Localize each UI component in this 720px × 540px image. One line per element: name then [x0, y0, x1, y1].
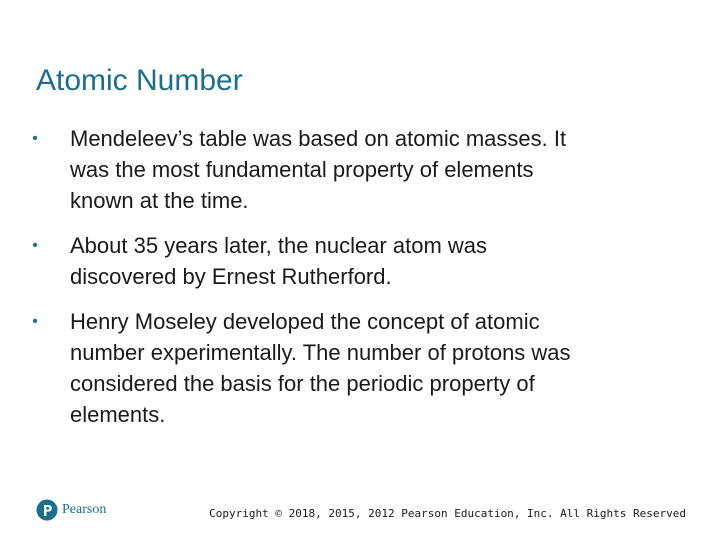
bullet-line: Mendeleev’s table was based on atomic masses. It — [70, 126, 567, 151]
bullet-marker: • — [32, 130, 38, 147]
bullet-line: About 35 years later, the nuclear atom was — [70, 233, 488, 258]
bullet-line: number experimentally. The number of protons was — [70, 340, 571, 365]
pearson-logo — [36, 499, 106, 521]
bullet-marker: • — [32, 237, 38, 254]
bullet-line: known at the time. — [70, 188, 249, 213]
bullet-item — [28, 306, 668, 430]
bullet-line: discovered by Ernest Rutherford. — [70, 264, 392, 289]
bullet-line: elements. — [70, 402, 166, 427]
bullet-line: Henry Moseley developed the concept of atomic — [70, 309, 540, 334]
slide-title: Atomic Number — [36, 64, 243, 97]
bullet-line: considered the basis for the periodic property of — [70, 371, 535, 396]
bullet-item — [28, 230, 668, 292]
pearson-logo-icon — [36, 499, 58, 521]
bullet-marker: • — [32, 313, 38, 330]
slide-footer — [0, 497, 720, 540]
pearson-logo-text: Pearson — [62, 502, 107, 517]
bullet-list — [28, 123, 668, 444]
copyright-notice: Copyright © 2018, 2015, 2012 Pearson Education, Inc. All Rights Reserved — [209, 507, 686, 520]
bullet-item — [28, 123, 668, 216]
bullet-line: was the most fundamental property of elements — [70, 157, 534, 182]
